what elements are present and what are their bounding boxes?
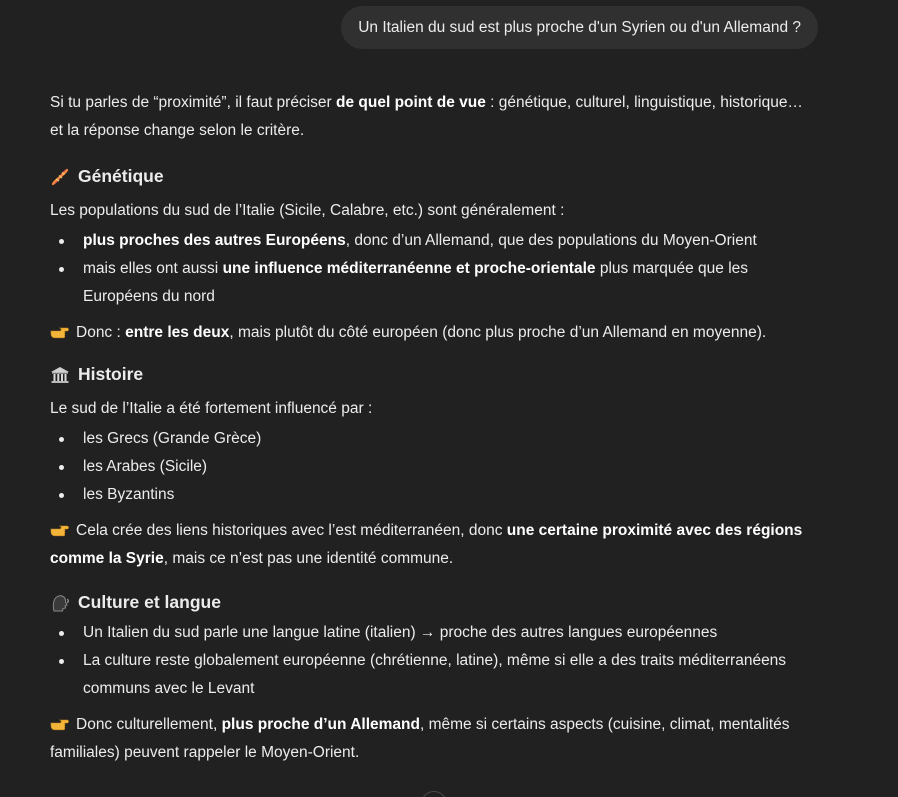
dna-icon (50, 166, 70, 186)
culture-list (50, 619, 820, 703)
user-message-bubble (341, 6, 818, 49)
backhand-index-pointing-right-icon (50, 717, 70, 731)
backhand-index-pointing-right-icon (50, 325, 70, 339)
histoire-lead: Le sud de l’Italie a été fortement influencé par : (50, 400, 373, 417)
intro-text-1: Si tu parles de “proximité”, il faut préciser (50, 94, 336, 111)
user-message-text: Un Italien du sud est plus proche d'un Syrien ou d'un Allemand ? (358, 18, 801, 36)
intro-paragraph (50, 89, 820, 145)
list-item (50, 227, 820, 255)
conclusion-text: , même si certains aspects (cuisine, climat, mentalités familiales) peuvent rappeler le Moyen-Orient. (50, 716, 790, 761)
conclusion-text: Cela crée des liens historiques avec l’est méditerranéen, donc (76, 522, 507, 539)
assistant-response (50, 89, 820, 767)
conclusion-text: Donc culturellement, (76, 716, 222, 733)
genetique-lead: Les populations du sud de l’Italie (Sicile, Calabre, etc.) sont généralement : (50, 202, 565, 219)
conclusion-bold: entre les deux (125, 324, 230, 341)
conclusion-text: , mais plutôt du côté européen (donc plus proche d’un Allemand en moyenne). (229, 324, 767, 341)
list-item: les Grecs (Grande Grèce) (50, 425, 820, 453)
conclusion-text: , mais ce n’est pas une identité commune. (163, 550, 454, 567)
list-item-text: , donc d’un Allemand, que des populations du Moyen-Orient (345, 232, 757, 249)
list-item (50, 255, 820, 311)
list-item: les Byzantins (50, 481, 820, 509)
heading-genetique-text: Génétique (78, 166, 164, 186)
list-item-text: mais elles ont aussi (83, 260, 223, 277)
histoire-conclusion (50, 517, 820, 573)
scroll-down-button[interactable] (421, 791, 447, 797)
genetique-list (50, 227, 820, 311)
heading-culture (50, 587, 820, 617)
genetique-conclusion (50, 319, 820, 347)
list-item-bold: plus proches des autres Européens (83, 232, 346, 249)
classical-building-icon (50, 364, 70, 384)
heading-culture-text: Culture et langue (78, 592, 221, 612)
conclusion-bold: une certaine proximité avec des régions comme la Syrie (50, 522, 803, 567)
heading-histoire-text: Histoire (78, 364, 144, 384)
speaking-head-icon (50, 592, 70, 612)
intro-bold: de quel point de vue (336, 94, 486, 111)
backhand-index-pointing-right-icon (50, 523, 70, 537)
heading-histoire (50, 359, 820, 389)
list-item: La culture reste globalement européenne (chrétienne, latine), même si elle a des traits méditerranéens communs avec le Levant (50, 647, 820, 703)
heading-genetique (50, 161, 820, 191)
conclusion-text: Donc : (76, 324, 126, 341)
intro-text-2: : génétique, culturel, linguistique, historique… et la réponse change selon le critère. (50, 94, 803, 139)
culture-conclusion (50, 711, 820, 767)
list-item: Un Italien du sud parle une langue latine (italien) → proche des autres langues européennes (50, 619, 820, 647)
conclusion-bold: plus proche d’un Allemand (221, 716, 420, 733)
list-item-bold: une influence méditerranéenne et proche-orientale (222, 260, 596, 277)
histoire-list (50, 425, 820, 509)
list-item-text: plus marquée que les Européens du nord (83, 260, 749, 305)
list-item: les Arabes (Sicile) (50, 453, 820, 481)
